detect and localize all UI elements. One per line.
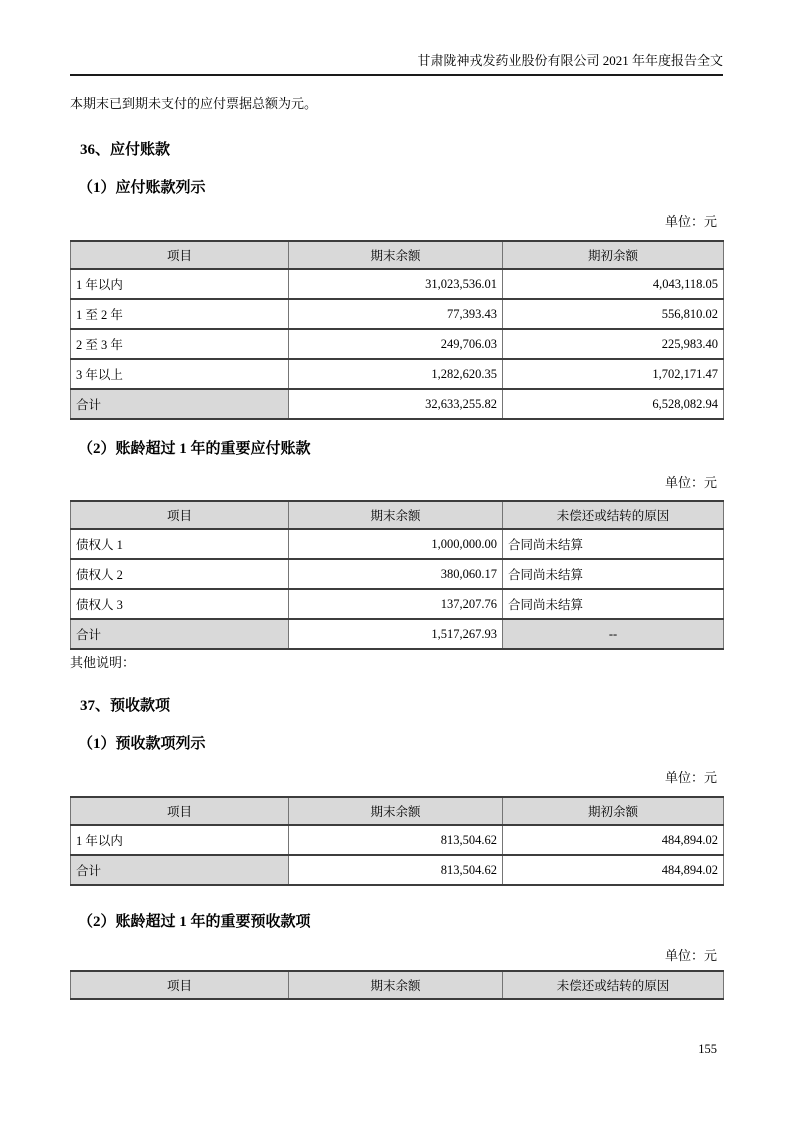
table-total-row — [71, 855, 724, 885]
table-row — [71, 299, 724, 329]
table-total-row — [71, 389, 724, 419]
table-row — [71, 329, 724, 359]
closing-balance-cell: 77,393.43 — [289, 299, 503, 329]
reason-cell: 合同尚未结算 — [503, 589, 724, 619]
opening-balance-cell: 1,702,171.47 — [503, 359, 724, 389]
important-advances-over-one-year-table — [70, 970, 724, 1000]
table-header-row — [71, 971, 724, 999]
unit-label: 单位：元 — [664, 214, 717, 229]
item-cell: 2 至 3 年 — [71, 329, 289, 359]
other-notes-label: 其他说明： — [70, 655, 136, 670]
column-header-reason: 未偿还或结转的原因 — [503, 501, 724, 529]
section-37-sub2-heading: （2）账龄超过 1 年的重要预收款项 — [78, 914, 311, 930]
total-label-cell: 合计 — [71, 619, 289, 649]
table-row — [71, 269, 724, 299]
section-36-sub2-heading: （2）账龄超过 1 年的重要应付账款 — [78, 441, 311, 457]
column-header-opening-balance: 期初余额 — [503, 241, 724, 269]
item-cell: 1 至 2 年 — [71, 299, 289, 329]
total-opening-balance-cell: 484,894.02 — [503, 855, 724, 885]
column-header-closing-balance: 期末余额 — [289, 797, 503, 825]
total-label-cell: 合计 — [71, 389, 289, 419]
closing-balance-cell: 813,504.62 — [289, 825, 503, 855]
closing-balance-cell: 31,023,536.01 — [289, 269, 503, 299]
total-closing-balance-cell: 1,517,267.93 — [289, 619, 503, 649]
column-header-closing-balance: 期末余额 — [289, 971, 503, 999]
total-closing-balance-cell: 32,633,255.82 — [289, 389, 503, 419]
item-cell: 3 年以上 — [71, 359, 289, 389]
intro-paragraph: 本期末已到期未支付的应付票据总额为元。 — [70, 96, 318, 111]
table-header-row — [71, 241, 724, 269]
closing-balance-cell: 1,000,000.00 — [289, 529, 503, 559]
section-37-sub1-heading: （1）预收款项列示 — [78, 736, 206, 752]
table-row — [71, 359, 724, 389]
total-reason-cell: -- — [503, 619, 724, 649]
section-36-sub1-heading: （1）应付账款列示 — [78, 180, 206, 196]
item-cell: 1 年以内 — [71, 269, 289, 299]
opening-balance-cell: 4,043,118.05 — [503, 269, 724, 299]
advances-received-table — [70, 796, 724, 886]
creditor-cell: 债权人 2 — [71, 559, 289, 589]
unit-label: 单位：元 — [664, 475, 717, 490]
column-header-opening-balance: 期初余额 — [503, 797, 724, 825]
total-label-cell: 合计 — [71, 855, 289, 885]
reason-cell: 合同尚未结算 — [503, 529, 724, 559]
column-header-closing-balance: 期末余额 — [289, 501, 503, 529]
column-header-item: 项目 — [71, 501, 289, 529]
table-row — [71, 825, 724, 855]
creditor-cell: 债权人 3 — [71, 589, 289, 619]
table-row — [71, 529, 724, 559]
table-header-row — [71, 501, 724, 529]
section-36-heading: 36、应付账款 — [80, 142, 171, 158]
section-37-heading: 37、预收款项 — [80, 698, 171, 714]
column-header-item: 项目 — [71, 797, 289, 825]
total-closing-balance-cell: 813,504.62 — [289, 855, 503, 885]
closing-balance-cell: 249,706.03 — [289, 329, 503, 359]
table-header-row — [71, 797, 724, 825]
creditor-cell: 债权人 1 — [71, 529, 289, 559]
important-payables-over-one-year-table — [70, 500, 724, 650]
accounts-payable-aging-table — [70, 240, 724, 420]
document-header — [70, 0, 723, 76]
column-header-item: 项目 — [71, 241, 289, 269]
table-row — [71, 559, 724, 589]
closing-balance-cell: 380,060.17 — [289, 559, 503, 589]
reason-cell: 合同尚未结算 — [503, 559, 724, 589]
total-opening-balance-cell: 6,528,082.94 — [503, 389, 724, 419]
document-header-title: 甘肃陇神戎发药业股份有限公司 2021 年年度报告全文 — [417, 53, 723, 68]
column-header-closing-balance: 期末余额 — [289, 241, 503, 269]
table-row — [71, 589, 724, 619]
table-total-row — [71, 619, 724, 649]
column-header-reason: 未偿还或结转的原因 — [503, 971, 724, 999]
opening-balance-cell: 556,810.02 — [503, 299, 724, 329]
item-cell: 1 年以内 — [71, 825, 289, 855]
unit-label: 单位：元 — [664, 770, 717, 785]
opening-balance-cell: 484,894.02 — [503, 825, 724, 855]
closing-balance-cell: 1,282,620.35 — [289, 359, 503, 389]
closing-balance-cell: 137,207.76 — [289, 589, 503, 619]
unit-label: 单位：元 — [664, 948, 717, 963]
opening-balance-cell: 225,983.40 — [503, 329, 724, 359]
column-header-item: 项目 — [71, 971, 289, 999]
page-number: 155 — [698, 1042, 717, 1056]
